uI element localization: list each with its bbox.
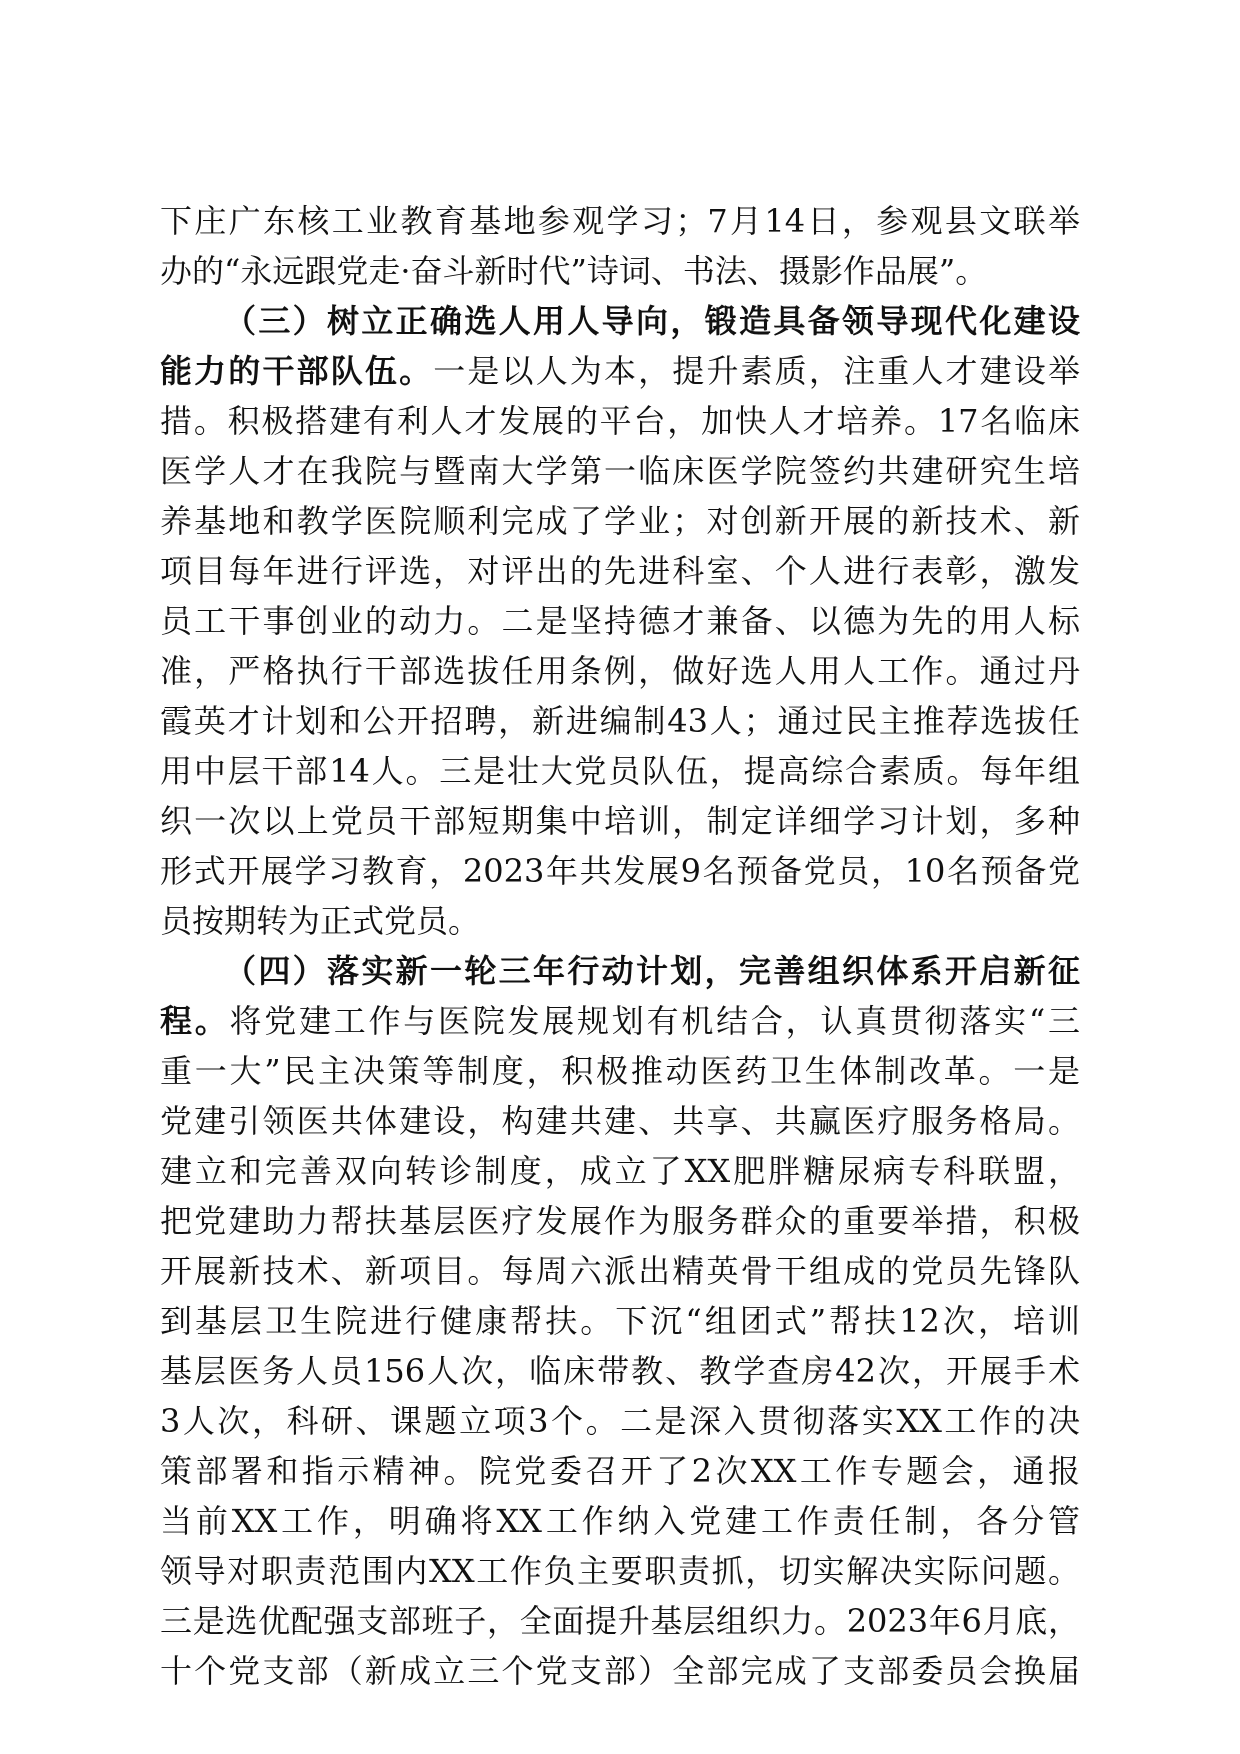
text-line: 十个党支部（新成立三个党支部）全部完成了支部委员会换届 (160, 1652, 1080, 1690)
text-line: 三是选优配强支部班子，全面提升基层组织力。2023年6月底， (160, 1602, 1080, 1640)
text-line: 建立和完善双向转诊制度，成立了XX肥胖糖尿病专科联盟， (160, 1152, 1080, 1190)
text-line: 基层医务人员156人次，临床带教、教学查房42次，开展手术 (160, 1352, 1080, 1390)
text-line: 领导对职责范围内XX工作负主要职责抓，切实解决实际问题。 (160, 1552, 1080, 1590)
text-line: 织一次以上党员干部短期集中培训，制定详细学习计划，多种 (160, 802, 1080, 840)
text-line: 措。积极搭建有利人才发展的平台，加快人才培养。17名临床 (160, 402, 1080, 440)
text-line: 把党建助力帮扶基层医疗发展作为服务群众的重要举措，积极 (160, 1202, 1080, 1240)
text-line: 项目每年进行评选，对评出的先进科室、个人进行表彰，激发 (160, 552, 1080, 590)
text-line: 形式开展学习教育，2023年共发展9名预备党员，10名预备党 (160, 852, 1080, 890)
text-line: 用中层干部14人。三是壮大党员队伍，提高综合素质。每年组 (160, 752, 1080, 790)
text-line: 养基地和教学医院顺利完成了学业；对创新开展的新技术、新 (160, 502, 1080, 540)
text-line: 策部署和指示精神。院党委召开了2次XX工作专题会，通报 (160, 1452, 1080, 1490)
document-page (160, 196, 1080, 1696)
text-line (160, 996, 1080, 1046)
text-line: 员按期转为正式党员。 (160, 902, 481, 940)
section-four-heading: （四）落实新一轮三年行动计划，完善组织体系开启新征 (224, 952, 1080, 990)
section-three-body-start: 一是以人为本，提升素质，注重人才建设举 (433, 352, 1080, 390)
section-three-heading: （三）树立正确选人用人导向，锻造具备领导现代化建设 (224, 302, 1080, 340)
text-line: 办的“永远跟党走·奋斗新时代”诗词、书法、摄影作品展”。 (160, 252, 988, 290)
text-line: 准，严格执行干部选拔任用条例，做好选人用人工作。通过丹 (160, 652, 1080, 690)
text-line: 党建引领医共体建设，构建共建、共享、共赢医疗服务格局。 (160, 1102, 1080, 1140)
text-line: 员工干事创业的动力。二是坚持德才兼备、以德为先的用人标 (160, 602, 1080, 640)
text-line: 到基层卫生院进行健康帮扶。下沉“组团式”帮扶12次，培训 (160, 1302, 1080, 1340)
text-line (160, 346, 1080, 396)
section-three-heading-end: 能力的干部队伍。 (160, 352, 434, 390)
section-three-paragraph (160, 296, 1080, 946)
section-four-paragraph (160, 946, 1080, 1696)
text-line: 重一大”民主决策等制度，积极推动医药卫生体制改革。一是 (160, 1052, 1080, 1090)
paragraph-continuation (160, 196, 1080, 296)
text-line: 霞英才计划和公开招聘，新进编制43人；通过民主推荐选拔任 (160, 702, 1080, 740)
section-four-heading-end: 程。 (160, 1002, 230, 1040)
section-four-body-start: 将党建工作与医院发展规划有机结合，认真贯彻落实“三 (229, 1002, 1080, 1040)
text-line: 下庄广东核工业教育基地参观学习；7月14日，参观县文联举 (160, 202, 1080, 240)
text-line: 3人次，科研、课题立项3个。二是深入贯彻落实XX工作的决 (160, 1402, 1080, 1440)
text-line: 当前XX工作，明确将XX工作纳入党建工作责任制，各分管 (160, 1502, 1080, 1540)
text-line: 医学人才在我院与暨南大学第一临床医学院签约共建研究生培 (160, 452, 1080, 490)
text-line: 开展新技术、新项目。每周六派出精英骨干组成的党员先锋队 (160, 1252, 1080, 1290)
